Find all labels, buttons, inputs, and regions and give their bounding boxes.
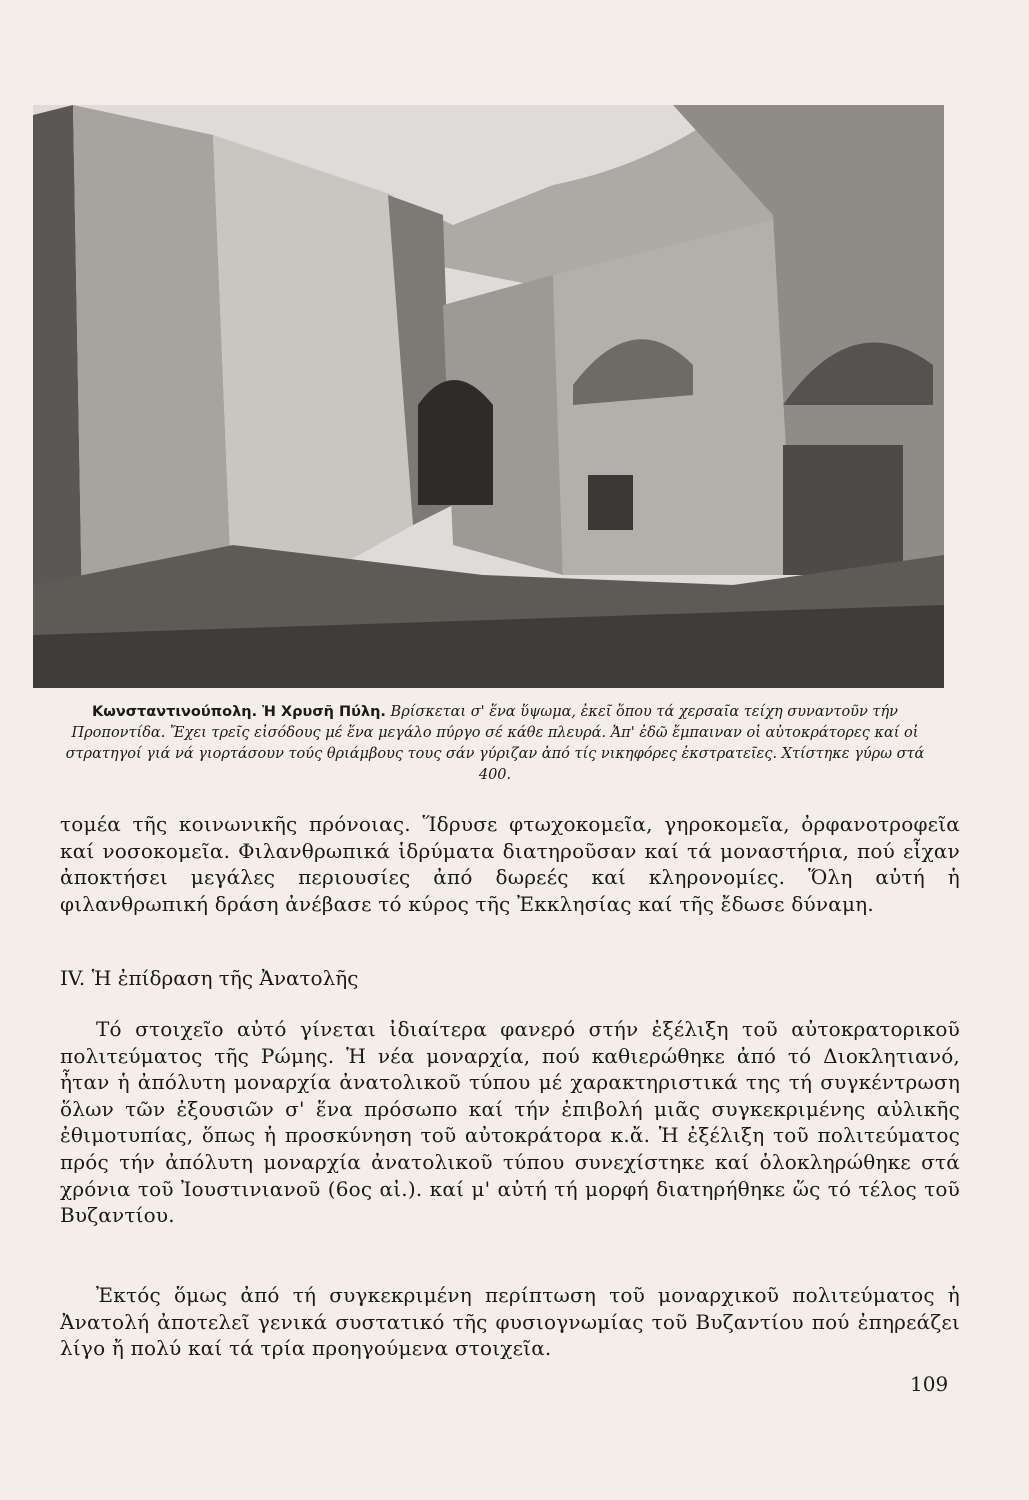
caption-body: Βρίσκεται σ' ἕνα ὕψωμα, ἐκεῖ ὅπου τά χερσαῖα τείχη συναντοῦν τήν Προποντίδα. Ἔχει τρεῖς εἰσόδους μέ ἕνα μεγάλο πύργο σέ κάθε πλευρά. Ἀπ' ἐδῶ ἔμπαιναν οἱ αὐτοκράτορες καί οἱ στρατηγοί γιά νά γιορτάσουν τούς θριάμβους τους σάν γύριζαν ἀπό τίς νικηφόρες ἐκστρατεῖες. Χτίστηκε γύρω στά 400.: [65, 704, 925, 783]
paragraph-social-welfare: τομέα τῆς κοινωνικῆς πρόνοιας. Ἵδρυσε φτωχοκομεῖα, γηροκομεῖα, ὀρφανοτροφεῖα καί νοσοκομεῖα. Φιλανθρωπικά ἱδρύματα διατηροῦσαν καί τά μοναστήρια, πού εἶχαν ἀποκτήσει μεγάλες περιουσίες ἀπό δωρεές καί κληρονομίες. Ὅλη αὐτή ἡ φιλανθρωπική δράση ἀνέβασε τό κύρος τῆς Ἐκκλησίας καί τῆς ἔδωσε δύναμη.: [60, 812, 960, 916]
paragraph-eastern-influence: Τό στοιχεῖο αὐτό γίνεται ἰδιαίτερα φανερό στήν ἐξέλιξη τοῦ αὐτοκρατορικοῦ πολιτεύματος τῆς Ρώμης. Ἡ νέα μοναρχία, πού καθιερώθηκε ἀπό τό Διοκλητιανό, ἦταν ἡ ἀπόλυτη μοναρχία ἀνατολικοῦ τύπου μέ χαρακτηριστικά της τή συγκέντρωση ὅλων τῶν ἐξουσιῶν σ' ἕνα πρόσωπο καί τήν ἐπιβολή μιᾶς συγκεκριμένης αὐλικῆς ἐθιμοτυπίας, ὅπως ἡ προσκύνηση τοῦ αὐτοκράτορα κ.ἄ. Ἡ ἐξέλιξη τοῦ πολιτεύματος πρός τήν ἀπόλυτη μοναρχία ἀνατολικοῦ τύπου συνεχίστηκε καί ὁλοκληρώθηκε στά χρόνια τοῦ Ἰουστινιανοῦ (6ος αἰ.). καί μ' αὐτή τή μορφή διατηρήθηκε ὥς τό τέλος τοῦ Βυζαντίου.: [60, 1017, 960, 1228]
golden-gate-photo-graphic: [33, 105, 944, 688]
page-number: 109: [910, 1372, 949, 1396]
golden-gate-photo: [33, 105, 944, 688]
caption-lead: Κωνσταντινούπολη. Ἡ Χρυσῆ Πύλη.: [92, 704, 386, 720]
paragraph-conclusion: Ἐκτός ὅμως ἀπό τή συγκεκριμένη περίπτωση τοῦ μοναρχικοῦ πολιτεύματος ἡ Ἀνατολή ἀποτελεῖ γενικά συστατικό τῆς φυσιογνωμίας τοῦ Βυζαντίου πού ἐπηρεάζει λίγο ἤ πολύ καί τά τρία προηγούμενα στοιχεῖα.: [60, 1283, 960, 1361]
section-heading: IV. Ἡ ἐπίδραση τῆς Ἀνατολῆς: [60, 966, 359, 990]
photo-caption: [60, 702, 930, 786]
